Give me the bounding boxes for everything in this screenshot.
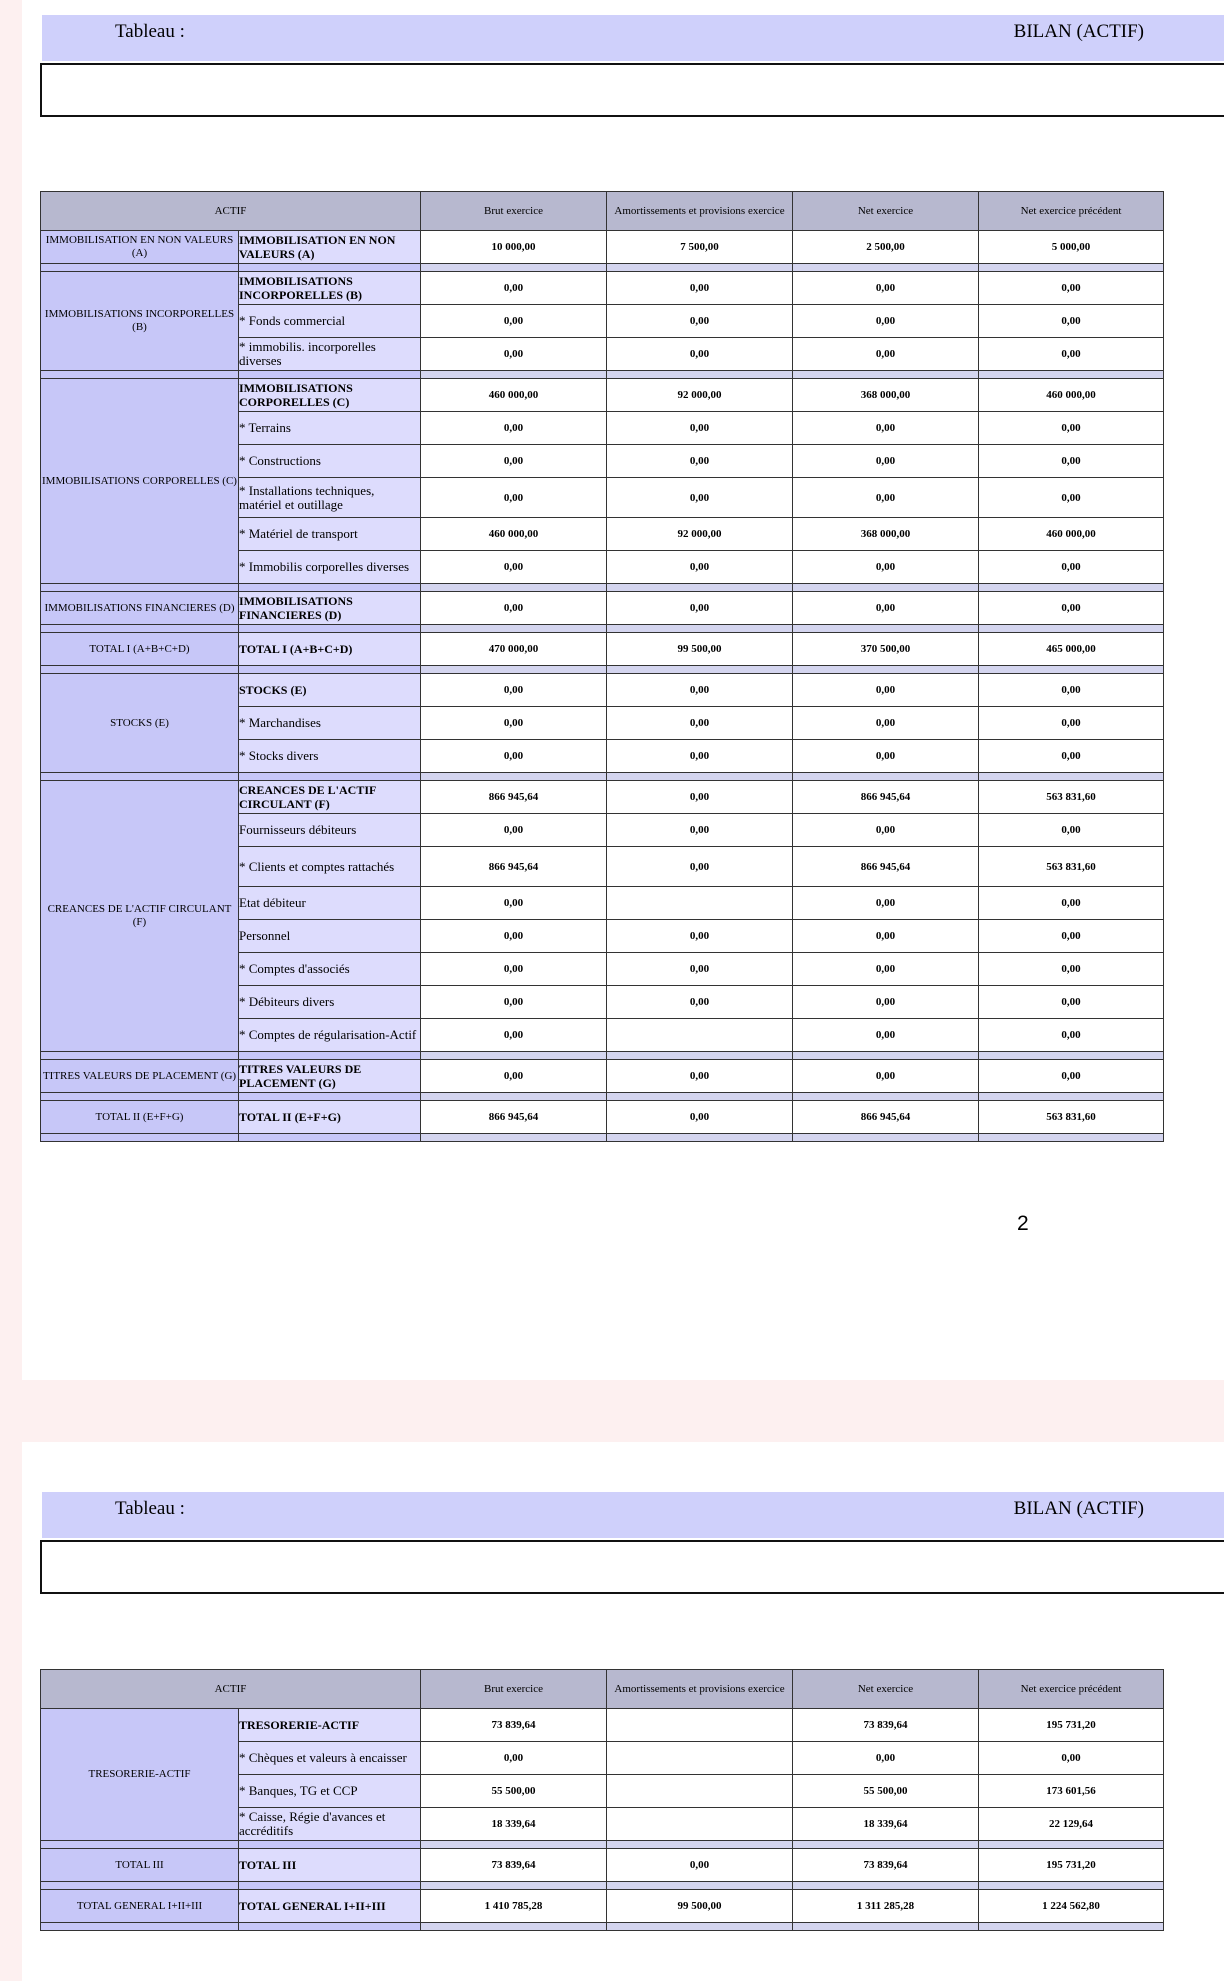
value-cell: 0,00 [979,707,1164,740]
value-cell: 0,00 [421,674,607,707]
value-cell: 0,00 [607,1060,793,1093]
value-cell: 0,00 [793,592,979,625]
bilan-actif-table [40,191,1164,1142]
value-cell: 0,00 [607,814,793,847]
row-label: IMMOBILISATION EN NON VALEURS (A) [239,231,421,264]
value-cell: 0,00 [793,814,979,847]
value-cell: 368 000,00 [793,379,979,412]
value-cell: 866 945,64 [421,1101,607,1134]
value-cell: 195 731,20 [979,1709,1164,1742]
value-cell: 866 945,64 [793,847,979,887]
table-row [41,272,1164,305]
value-cell: 92 000,00 [607,379,793,412]
value-cell: 0,00 [421,953,607,986]
value-cell: 195 731,20 [979,1849,1164,1882]
column-header: Amortissements et provisions exercice [607,192,793,231]
value-cell: 99 500,00 [607,633,793,666]
value-cell: 0,00 [979,1060,1164,1093]
value-cell: 18 339,64 [421,1808,607,1841]
value-cell: 0,00 [421,551,607,584]
page-2 [22,1442,1224,1981]
row-label: * Comptes d'associés [239,953,421,986]
value-cell: 0,00 [793,674,979,707]
row-label: IMMOBILISATIONS INCORPORELLES (B) [239,272,421,305]
row-label: * Clients et comptes rattachés [239,847,421,887]
value-cell [607,1742,793,1775]
row-label: TOTAL GENERAL I+II+III [239,1890,421,1923]
value-cell: 0,00 [421,887,607,920]
row-label: * Marchandises [239,707,421,740]
value-cell: 0,00 [979,338,1164,371]
value-cell: 0,00 [979,305,1164,338]
value-cell: 866 945,64 [421,781,607,814]
value-cell: 18 339,64 [793,1808,979,1841]
value-cell: 0,00 [421,986,607,1019]
value-cell: 0,00 [793,707,979,740]
table-row [41,781,1164,814]
value-cell: 0,00 [421,814,607,847]
category-cell: TITRES VALEURS DE PLACEMENT (G) [41,1060,239,1093]
category-cell: CREANCES DE L'ACTIF CIRCULANT (F) [41,781,239,1052]
category-cell: TOTAL GENERAL I+II+III [41,1890,239,1923]
separator-row [41,371,1164,379]
value-cell: 460 000,00 [421,518,607,551]
value-cell [607,887,793,920]
value-cell: 460 000,00 [979,379,1164,412]
separator-row [41,1841,1164,1849]
table-row [41,592,1164,625]
separator-row [41,773,1164,781]
value-cell: 0,00 [607,272,793,305]
value-cell: 0,00 [607,847,793,887]
value-cell: 0,00 [793,478,979,518]
row-label: * Fonds commercial [239,305,421,338]
category-cell: TRESORERIE-ACTIF [41,1709,239,1841]
row-label: Personnel [239,920,421,953]
column-header: Net exercice précédent [979,1670,1164,1709]
column-header: ACTIF [41,192,421,231]
value-cell: 0,00 [979,986,1164,1019]
value-cell: 866 945,64 [793,1101,979,1134]
row-label: TOTAL I (A+B+C+D) [239,633,421,666]
value-cell: 460 000,00 [979,518,1164,551]
value-cell: 0,00 [979,953,1164,986]
value-cell: 0,00 [421,445,607,478]
value-cell: 0,00 [607,592,793,625]
value-cell: 0,00 [607,1101,793,1134]
category-cell: IMMOBILISATION EN NON VALEURS (A) [41,231,239,264]
value-cell: 0,00 [607,338,793,371]
value-cell: 0,00 [793,445,979,478]
value-cell: 0,00 [979,478,1164,518]
value-cell: 73 839,64 [421,1709,607,1742]
row-label: * Constructions [239,445,421,478]
value-cell: 73 839,64 [793,1849,979,1882]
value-cell: 0,00 [607,707,793,740]
value-cell: 0,00 [607,551,793,584]
page-1 [22,0,1224,1380]
value-cell: 0,00 [421,305,607,338]
value-cell: 0,00 [979,740,1164,773]
row-label: TOTAL II (E+F+G) [239,1101,421,1134]
blank-box [40,63,1224,117]
value-cell: 92 000,00 [607,518,793,551]
value-cell: 465 000,00 [979,633,1164,666]
value-cell: 0,00 [421,707,607,740]
table-row [41,633,1164,666]
value-cell: 5 000,00 [979,231,1164,264]
separator-row [41,1923,1164,1931]
separator-row [41,264,1164,272]
row-label: * Installations techniques, matériel et outillage [239,478,421,518]
value-cell: 0,00 [607,920,793,953]
value-cell: 0,00 [979,551,1164,584]
row-label: Fournisseurs débiteurs [239,814,421,847]
value-cell: 0,00 [793,412,979,445]
category-cell: TOTAL II (E+F+G) [41,1101,239,1134]
value-cell: 0,00 [607,478,793,518]
value-cell: 22 129,64 [979,1808,1164,1841]
category-cell: TOTAL III [41,1849,239,1882]
separator-row [41,666,1164,674]
value-cell: 10 000,00 [421,231,607,264]
row-label: TOTAL III [239,1849,421,1882]
value-cell: 0,00 [607,986,793,1019]
row-label: * Stocks divers [239,740,421,773]
value-cell: 0,00 [607,674,793,707]
value-cell [607,1709,793,1742]
value-cell: 0,00 [793,551,979,584]
value-cell: 0,00 [793,272,979,305]
value-cell: 0,00 [421,412,607,445]
value-cell: 0,00 [421,1019,607,1052]
value-cell: 0,00 [421,272,607,305]
value-cell: 0,00 [421,1060,607,1093]
page-number: 2 [1017,1212,1029,1235]
table-row [41,674,1164,707]
value-cell: 1 410 785,28 [421,1890,607,1923]
separator-row [41,1882,1164,1890]
value-cell [607,1019,793,1052]
value-cell: 0,00 [979,272,1164,305]
table-header-bar [42,1492,1224,1538]
value-cell: 563 831,60 [979,1101,1164,1134]
value-cell: 0,00 [421,592,607,625]
header-left: Tableau : [115,21,185,42]
value-cell: 0,00 [979,887,1164,920]
value-cell: 470 000,00 [421,633,607,666]
row-label: STOCKS (E) [239,674,421,707]
value-cell: 460 000,00 [421,379,607,412]
value-cell: 0,00 [979,674,1164,707]
value-cell: 0,00 [979,814,1164,847]
value-cell: 0,00 [793,920,979,953]
value-cell: 0,00 [793,887,979,920]
value-cell: 0,00 [793,953,979,986]
row-label: * Immobilis corporelles diverses [239,551,421,584]
column-header: Brut exercice [421,1670,607,1709]
row-label: * Matériel de transport [239,518,421,551]
value-cell: 73 839,64 [793,1709,979,1742]
header-title: BILAN (ACTIF) [1013,21,1144,42]
row-label: Etat débiteur [239,887,421,920]
column-header: ACTIF [41,1670,421,1709]
row-label: TRESORERIE-ACTIF [239,1709,421,1742]
separator-row [41,1052,1164,1060]
separator-row [41,584,1164,592]
value-cell: 7 500,00 [607,231,793,264]
column-header: Net exercice [793,192,979,231]
table-row [41,231,1164,264]
value-cell: 0,00 [421,1742,607,1775]
value-cell: 0,00 [793,1742,979,1775]
value-cell: 866 945,64 [421,847,607,887]
value-cell: 0,00 [979,920,1164,953]
value-cell: 0,00 [793,740,979,773]
value-cell: 0,00 [607,740,793,773]
row-label: IMMOBILISATIONS FINANCIERES (D) [239,592,421,625]
value-cell: 0,00 [979,1742,1164,1775]
separator-row [41,625,1164,633]
table-row [41,1060,1164,1093]
value-cell: 0,00 [607,445,793,478]
value-cell: 0,00 [607,412,793,445]
row-label: * Chèques et valeurs à encaisser [239,1742,421,1775]
category-cell: IMMOBILISATIONS INCORPORELLES (B) [41,272,239,371]
value-cell: 0,00 [979,445,1164,478]
value-cell: 0,00 [793,986,979,1019]
value-cell: 173 601,56 [979,1775,1164,1808]
row-label: * Débiteurs divers [239,986,421,1019]
column-header-row [41,192,1164,231]
value-cell: 866 945,64 [793,781,979,814]
value-cell: 55 500,00 [421,1775,607,1808]
column-header: Net exercice [793,1670,979,1709]
value-cell: 0,00 [421,920,607,953]
value-cell: 0,00 [421,478,607,518]
table-header-bar [42,15,1224,61]
row-label: TITRES VALEURS DE PLACEMENT (G) [239,1060,421,1093]
value-cell: 370 500,00 [793,633,979,666]
table-row [41,1890,1164,1923]
value-cell: 73 839,64 [421,1849,607,1882]
column-header: Net exercice précédent [979,192,1164,231]
blank-box [40,1540,1224,1594]
value-cell: 368 000,00 [793,518,979,551]
value-cell: 0,00 [979,1019,1164,1052]
row-label: * Comptes de régularisation-Actif [239,1019,421,1052]
value-cell: 0,00 [607,781,793,814]
row-label: IMMOBILISATIONS CORPORELLES (C) [239,379,421,412]
value-cell: 0,00 [607,953,793,986]
table-row [41,1849,1164,1882]
header-left: Tableau : [115,1498,185,1519]
row-label: CREANCES DE L'ACTIF CIRCULANT (F) [239,781,421,814]
column-header-row [41,1670,1164,1709]
value-cell: 0,00 [793,305,979,338]
value-cell: 1 311 285,28 [793,1890,979,1923]
category-cell: IMMOBILISATIONS CORPORELLES (C) [41,379,239,584]
value-cell: 1 224 562,80 [979,1890,1164,1923]
value-cell: 0,00 [979,592,1164,625]
value-cell: 2 500,00 [793,231,979,264]
column-header: Amortissements et provisions exercice [607,1670,793,1709]
row-label: * immobilis. incorporelles diverses [239,338,421,371]
value-cell: 0,00 [793,1060,979,1093]
header-title: BILAN (ACTIF) [1013,1498,1144,1519]
row-label: * Caisse, Régie d'avances et accréditifs [239,1808,421,1841]
table-row [41,379,1164,412]
value-cell: 0,00 [793,1019,979,1052]
row-label: * Terrains [239,412,421,445]
bilan-actif-table [40,1669,1164,1931]
separator-row [41,1134,1164,1142]
value-cell [607,1808,793,1841]
value-cell: 0,00 [421,338,607,371]
value-cell: 0,00 [607,1849,793,1882]
table-row [41,1101,1164,1134]
separator-row [41,1093,1164,1101]
category-cell: STOCKS (E) [41,674,239,773]
category-cell: TOTAL I (A+B+C+D) [41,633,239,666]
value-cell: 55 500,00 [793,1775,979,1808]
value-cell: 0,00 [979,412,1164,445]
value-cell: 563 831,60 [979,847,1164,887]
value-cell: 0,00 [793,338,979,371]
value-cell: 0,00 [607,305,793,338]
value-cell [607,1775,793,1808]
column-header: Brut exercice [421,192,607,231]
row-label: * Banques, TG et CCP [239,1775,421,1808]
category-cell: IMMOBILISATIONS FINANCIERES (D) [41,592,239,625]
value-cell: 563 831,60 [979,781,1164,814]
value-cell: 0,00 [421,740,607,773]
value-cell: 99 500,00 [607,1890,793,1923]
table-row [41,1709,1164,1742]
